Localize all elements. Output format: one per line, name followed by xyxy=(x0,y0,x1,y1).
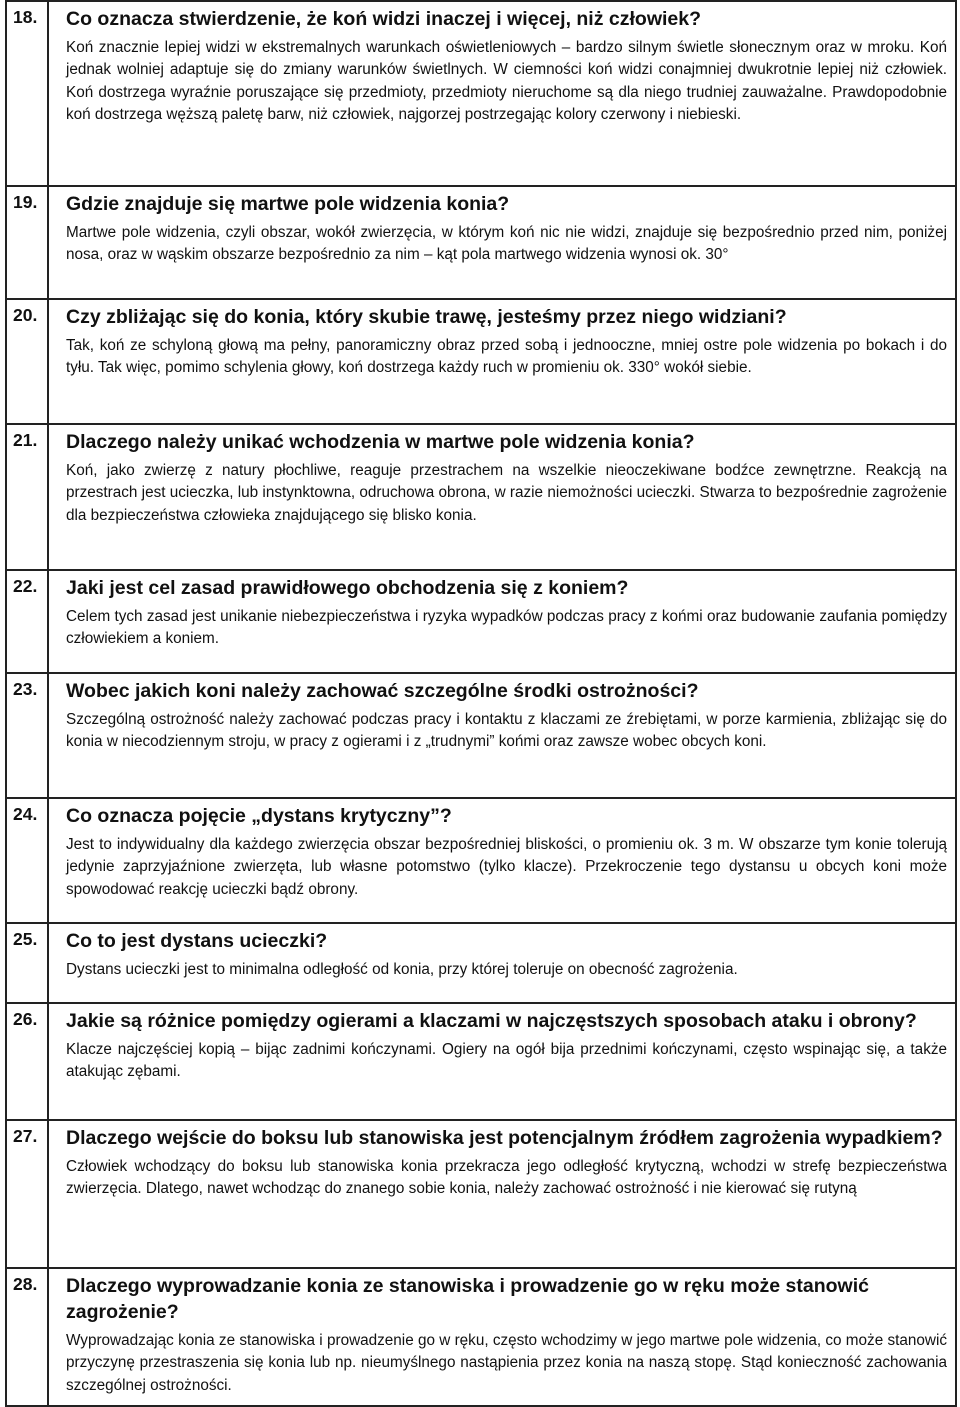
question-number: 21. xyxy=(6,424,48,570)
question-number: 19. xyxy=(6,186,48,299)
qa-table xyxy=(5,0,957,1407)
qa-cell xyxy=(48,798,956,923)
qa-row-23 xyxy=(6,673,956,798)
question-text: Dlaczego wyprowadzanie konia ze stanowiska i prowadzenie go w ręku może stanowić zagrożenie? xyxy=(66,1275,869,1323)
qa-row-27 xyxy=(6,1120,956,1268)
answer-text: Tak, koń ze schyloną głową ma pełny, panoramiczny obraz przed sobą i jednooczne, mniej ostre pole widzenia po bokach i do tyłu. Tak więc, pomimo schylenia głowy, koń dostrzega każdy ruch w promieniu ok. 330° wokół siebie. xyxy=(66,337,947,377)
answer-text: Koń, jako zwierzę z natury płochliwe, reaguje przestrachem na wszelkie nieoczekiwane bodźce zewnętrzne. Reakcją na przestrach jest ucieczka, lub instynktowna, odruchowa obrona, w razie niemożności ucieczki. Stwarza to bezpośrednie zagrożenie dla bezpieczeństwa człowieka znajdującego się blisko konia. xyxy=(66,462,947,524)
qa-row-25 xyxy=(6,923,956,1003)
question-text: Czy zbliżając się do konia, który skubie trawę, jesteśmy przez niego widziani? xyxy=(66,306,787,328)
answer-text: Koń znacznie lepiej widzi w ekstremalnych warunkach oświetleniowych – bardzo silnym świetle słonecznym oraz w mroku. Koń jednak wolniej adaptuje się do zmiany warunków świetlnych. W ciemności koń widzi conajmniej dwukrotnie lepiej niż człowiek. Koń dostrzega wyraźnie poruszające się przedmioty, przedmioty nieruchome są dla niego trudniej zauważalne. Prawdopodobnie koń dostrzega węższą paletę barw, niż człowiek, najgorzej postrzegając kolory czerwony i niebieski. xyxy=(66,39,947,123)
answer-text: Martwe pole widzenia, czyli obszar, wokół zwierzęcia, w którym koń nic nie widzi, znajduje się bezpośrednio przed nim, poniżej nosa, oraz w wąskim obszarze bezpośrednio za nim – kąt pola martwego widzenia wynosi ok. 30° xyxy=(66,224,947,264)
qa-table-body xyxy=(6,1,956,1406)
question-number: 24. xyxy=(6,798,48,923)
qa-cell xyxy=(48,923,956,1003)
qa-cell xyxy=(48,673,956,798)
question-text: Dlaczego wejście do boksu lub stanowiska jest potencjalnym źródłem zagrożenia wypadkiem? xyxy=(66,1127,943,1149)
question-text: Co oznacza pojęcie „dystans krytyczny”? xyxy=(66,805,452,827)
question-number: 20. xyxy=(6,299,48,424)
question-number: 26. xyxy=(6,1003,48,1120)
question-text: Gdzie znajduje się martwe pole widzenia konia? xyxy=(66,193,510,215)
question-text: Co to jest dystans ucieczki? xyxy=(66,930,328,952)
qa-cell xyxy=(48,1120,956,1268)
qa-cell xyxy=(48,570,956,673)
answer-text: Człowiek wchodzący do boksu lub stanowiska konia przekracza jego odległość krytyczną, wchodzi w strefę bezpieczeństwa zwierzęcia. Dlatego, nawet wchodząc do znanego sobie konia, należy zachować ostrożność i nie kierować się rutyną xyxy=(66,1158,947,1198)
qa-row-26 xyxy=(6,1003,956,1120)
question-text: Jakie są różnice pomiędzy ogierami a klaczami w najczęstszych sposobach ataku i obrony? xyxy=(66,1010,917,1032)
qa-cell xyxy=(48,1268,956,1406)
question-text: Jaki jest cel zasad prawidłowego obchodzenia się z koniem? xyxy=(66,577,629,599)
answer-text: Klacze najczęściej kopią – bijąc zadnimi kończynami. Ogiery na ogół bija przednimi kończynami, często wspinając się, a także atakując zębami. xyxy=(66,1041,947,1081)
qa-row-18 xyxy=(6,1,956,186)
document-page xyxy=(5,0,957,1407)
qa-row-20 xyxy=(6,299,956,424)
question-text: Wobec jakich koni należy zachować szczególne środki ostrożności? xyxy=(66,680,699,702)
question-number: 28. xyxy=(6,1268,48,1406)
answer-text: Wyprowadzając konia ze stanowiska i prowadzenie go w ręku, często wchodzimy w jego martwe pole widzenia, co może stanowić przyczynę przestraszenia się konia lub np. nieumyślnego nastąpienia przez konia na naszą stopę. Stąd konieczność zachowania szczególnej ostrożności. xyxy=(66,1332,947,1394)
qa-row-24 xyxy=(6,798,956,923)
qa-row-22 xyxy=(6,570,956,673)
question-number: 23. xyxy=(6,673,48,798)
qa-cell xyxy=(48,186,956,299)
qa-cell xyxy=(48,1,956,186)
answer-text: Celem tych zasad jest unikanie niebezpieczeństwa i ryzyka wypadków podczas pracy z końmi oraz budowanie zaufania pomiędzy człowiekiem a koniem. xyxy=(66,608,947,648)
qa-row-19 xyxy=(6,186,956,299)
question-text: Co oznacza stwierdzenie, że koń widzi inaczej i więcej, niż człowiek? xyxy=(66,8,702,30)
question-number: 27. xyxy=(6,1120,48,1268)
qa-row-28 xyxy=(6,1268,956,1406)
answer-text: Szczególną ostrożność należy zachować podczas pracy i kontaktu z klaczami ze źrebiętami, w porze karmienia, zbliżając się do konia w niecodziennym stroju, w pracy z ogierami i z „trudnymi” końmi oraz zawsze wobec obcych koni. xyxy=(66,711,947,751)
answer-text: Dystans ucieczki jest to minimalna odległość od konia, przy której toleruje on obecność zagrożenia. xyxy=(66,961,738,978)
qa-cell xyxy=(48,424,956,570)
qa-row-21 xyxy=(6,424,956,570)
qa-cell xyxy=(48,299,956,424)
question-number: 18. xyxy=(6,1,48,186)
question-number: 22. xyxy=(6,570,48,673)
qa-cell xyxy=(48,1003,956,1120)
answer-text: Jest to indywidualny dla każdego zwierzęcia obszar bezpośredniej bliskości, o promieniu ok. 3 m. W obszarze tym konie tolerują jedynie zaprzyjaźnione zwierzęta, lub własne potomstwo (tylko klacze). Przekroczenie tego dystansu u obcych koni może spowodować reakcję ucieczki bądź obrony. xyxy=(66,836,947,898)
question-number: 25. xyxy=(6,923,48,1003)
question-text: Dlaczego należy unikać wchodzenia w martwe pole widzenia konia? xyxy=(66,431,695,453)
